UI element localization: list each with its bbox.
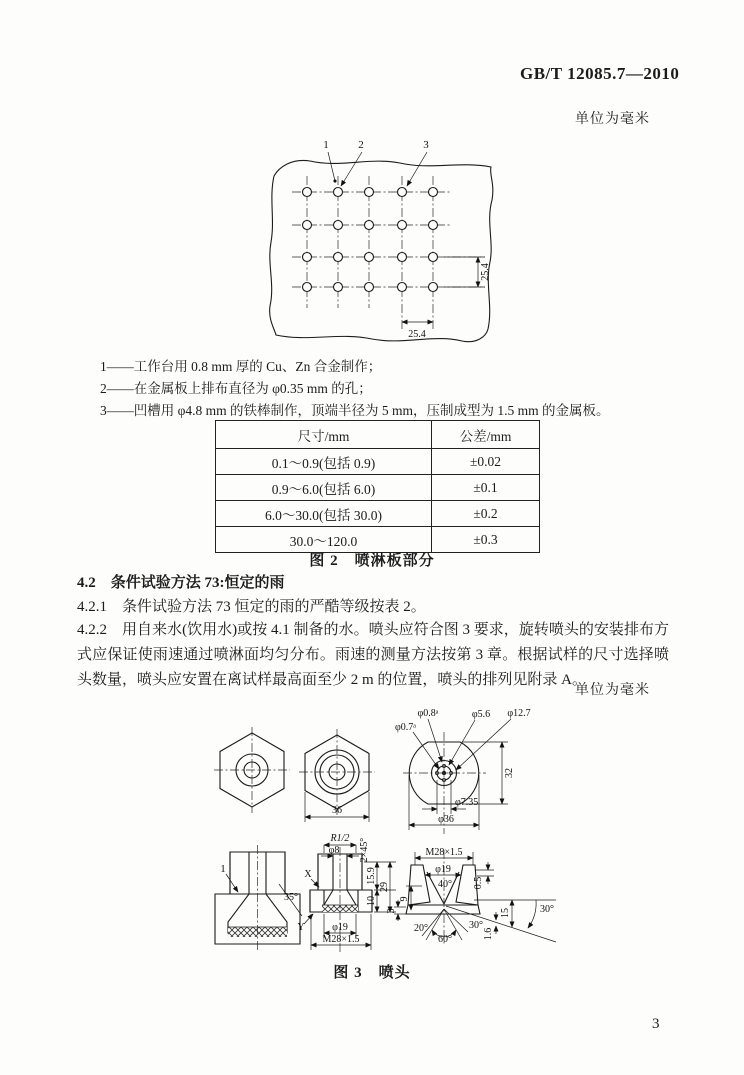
fig2-dim-horizontal: 25.4 bbox=[408, 329, 426, 340]
nozzle-section-view bbox=[215, 845, 305, 950]
dim-15-9: 15.9 bbox=[366, 867, 377, 885]
table-cell-size: 0.9～6.0(包括 6.0) bbox=[216, 475, 432, 501]
angle-20: 20° bbox=[414, 923, 428, 934]
nozzle-dimensioned-section bbox=[297, 833, 396, 952]
nozzle-hex-view-1 bbox=[214, 727, 290, 813]
figure2-legend bbox=[100, 356, 610, 422]
section-4-2-heading: 4.2 条件试验方法 73:恒定的雨 bbox=[77, 575, 285, 591]
table-row bbox=[216, 501, 540, 527]
unit-note-top: 单位为毫米 bbox=[575, 112, 650, 127]
dim-phi-36: φ36 bbox=[438, 814, 454, 825]
dim-phi-0-8: φ0.8ᵃ bbox=[417, 708, 439, 719]
dim-3: 3 bbox=[386, 908, 397, 914]
nozzle-hex-view-2 bbox=[299, 729, 375, 822]
dim-chamfer: 2×45° bbox=[359, 837, 370, 863]
paragraph-4-2-1: 4.2.1 条件试验方法 73 恒定的雨的严酷等级按表 2。 bbox=[77, 599, 426, 615]
dim-36: 36 bbox=[332, 805, 342, 816]
nozzle-face-view bbox=[395, 708, 531, 834]
legend-item-1: 1——工作台用 0.8 mm 厚的 Cu、Zn 合金制作； bbox=[100, 359, 382, 374]
dim-phi-5-6: φ5.6 bbox=[471, 709, 491, 720]
dim-phi-8: φ8 bbox=[328, 845, 340, 856]
tolerance-table bbox=[215, 420, 540, 553]
dim-phi-7-35: φ7.35 bbox=[455, 797, 479, 808]
detail-m28: M28×1.5 bbox=[425, 847, 463, 858]
table-cell-size: 30.0～120.0 bbox=[216, 527, 432, 553]
table-cell-tolerance: ±0.2 bbox=[432, 501, 540, 527]
nozzle-seat-detail bbox=[386, 847, 556, 946]
centerlines bbox=[292, 176, 485, 330]
table-cell-tolerance: ±0.3 bbox=[432, 527, 540, 553]
angle-30-inner: 30° bbox=[469, 920, 483, 931]
spray-plate-drawing bbox=[248, 136, 514, 352]
angle-40: 40° bbox=[438, 879, 452, 890]
paragraph-4-2-2: 4.2.2 用自来水(饮用水)或按 4.1 制备的水。喷头应符合图 3 要求，旋转喷头的安装排布方式应保证使雨速通过喷淋面均匀分布。雨速的测量方法按第 3 章。根据试样的尺寸选择喷头数量，喷头应安置在离试样最高面至少 2 m 的位置，喷头的排列见附录 A。 bbox=[77, 622, 669, 688]
fig2-callout-2: 2 bbox=[358, 139, 364, 151]
table-row bbox=[216, 475, 540, 501]
dim-phi-0-7: φ0.7ᵃ bbox=[394, 722, 416, 733]
table-cell-tolerance: ±0.1 bbox=[432, 475, 540, 501]
table-cell-size: 0.1～0.9(包括 0.9) bbox=[216, 449, 432, 475]
label-y: Y bbox=[297, 922, 305, 933]
legend-item-2: 2——在金属板上排布直径为 φ0.35 mm 的孔； bbox=[100, 381, 372, 396]
dim-r-half: R1/2 bbox=[330, 833, 350, 844]
dim-9: 9 bbox=[399, 896, 410, 902]
table-header-tolerance: 公差/mm bbox=[432, 421, 540, 449]
fig2-callout-3: 3 bbox=[423, 139, 429, 151]
figure2-caption: 图 2 喷淋板部分 bbox=[309, 553, 435, 569]
angle-35: 35° bbox=[284, 892, 298, 903]
angle-30-outer: 30° bbox=[540, 904, 554, 915]
table-row bbox=[216, 449, 540, 475]
nozzle-drawing bbox=[178, 702, 580, 960]
dim-10: 10 bbox=[366, 896, 377, 906]
dim-32: 32 bbox=[504, 768, 515, 778]
fig2-callout-1: 1 bbox=[323, 139, 329, 151]
detail-phi-19: φ19 bbox=[435, 864, 451, 875]
dim-phi-19: φ19 bbox=[332, 922, 348, 933]
dim-15: 15 bbox=[500, 908, 511, 918]
dim-29: 29 bbox=[379, 882, 390, 892]
plate-outline bbox=[270, 160, 493, 341]
table-cell-tolerance: ±0.02 bbox=[432, 449, 540, 475]
angle-60: 60° bbox=[438, 934, 452, 945]
dim-m28: M28×1.5 bbox=[322, 934, 360, 945]
dim-0-5: 0.5 bbox=[473, 876, 484, 890]
legend-item-3: 3——凹槽用 φ4.8 mm 的铁棒制作，顶端半径为 5 mm，压制成型为 1.5 mm 的金属板。 bbox=[100, 403, 610, 418]
table-cell-size: 6.0～30.0(包括 30.0) bbox=[216, 501, 432, 527]
page-number: 3 bbox=[652, 1016, 660, 1032]
label-x: X bbox=[304, 869, 312, 880]
table-header-size: 尺寸/mm bbox=[216, 421, 432, 449]
fig2-dim-vertical: 25.4 bbox=[480, 263, 491, 281]
fig3-callout-1: 1 bbox=[220, 863, 226, 875]
figure3-caption: 图 3 喷头 bbox=[333, 965, 411, 981]
dim-1-6: 1.6 bbox=[483, 927, 494, 941]
standard-number: GB/T 12085.7—2010 bbox=[520, 64, 680, 83]
dim-phi-12-7: φ12.7 bbox=[507, 708, 531, 719]
unit-note-bottom: 单位为毫米 bbox=[575, 683, 650, 698]
hole-grid bbox=[303, 188, 438, 292]
